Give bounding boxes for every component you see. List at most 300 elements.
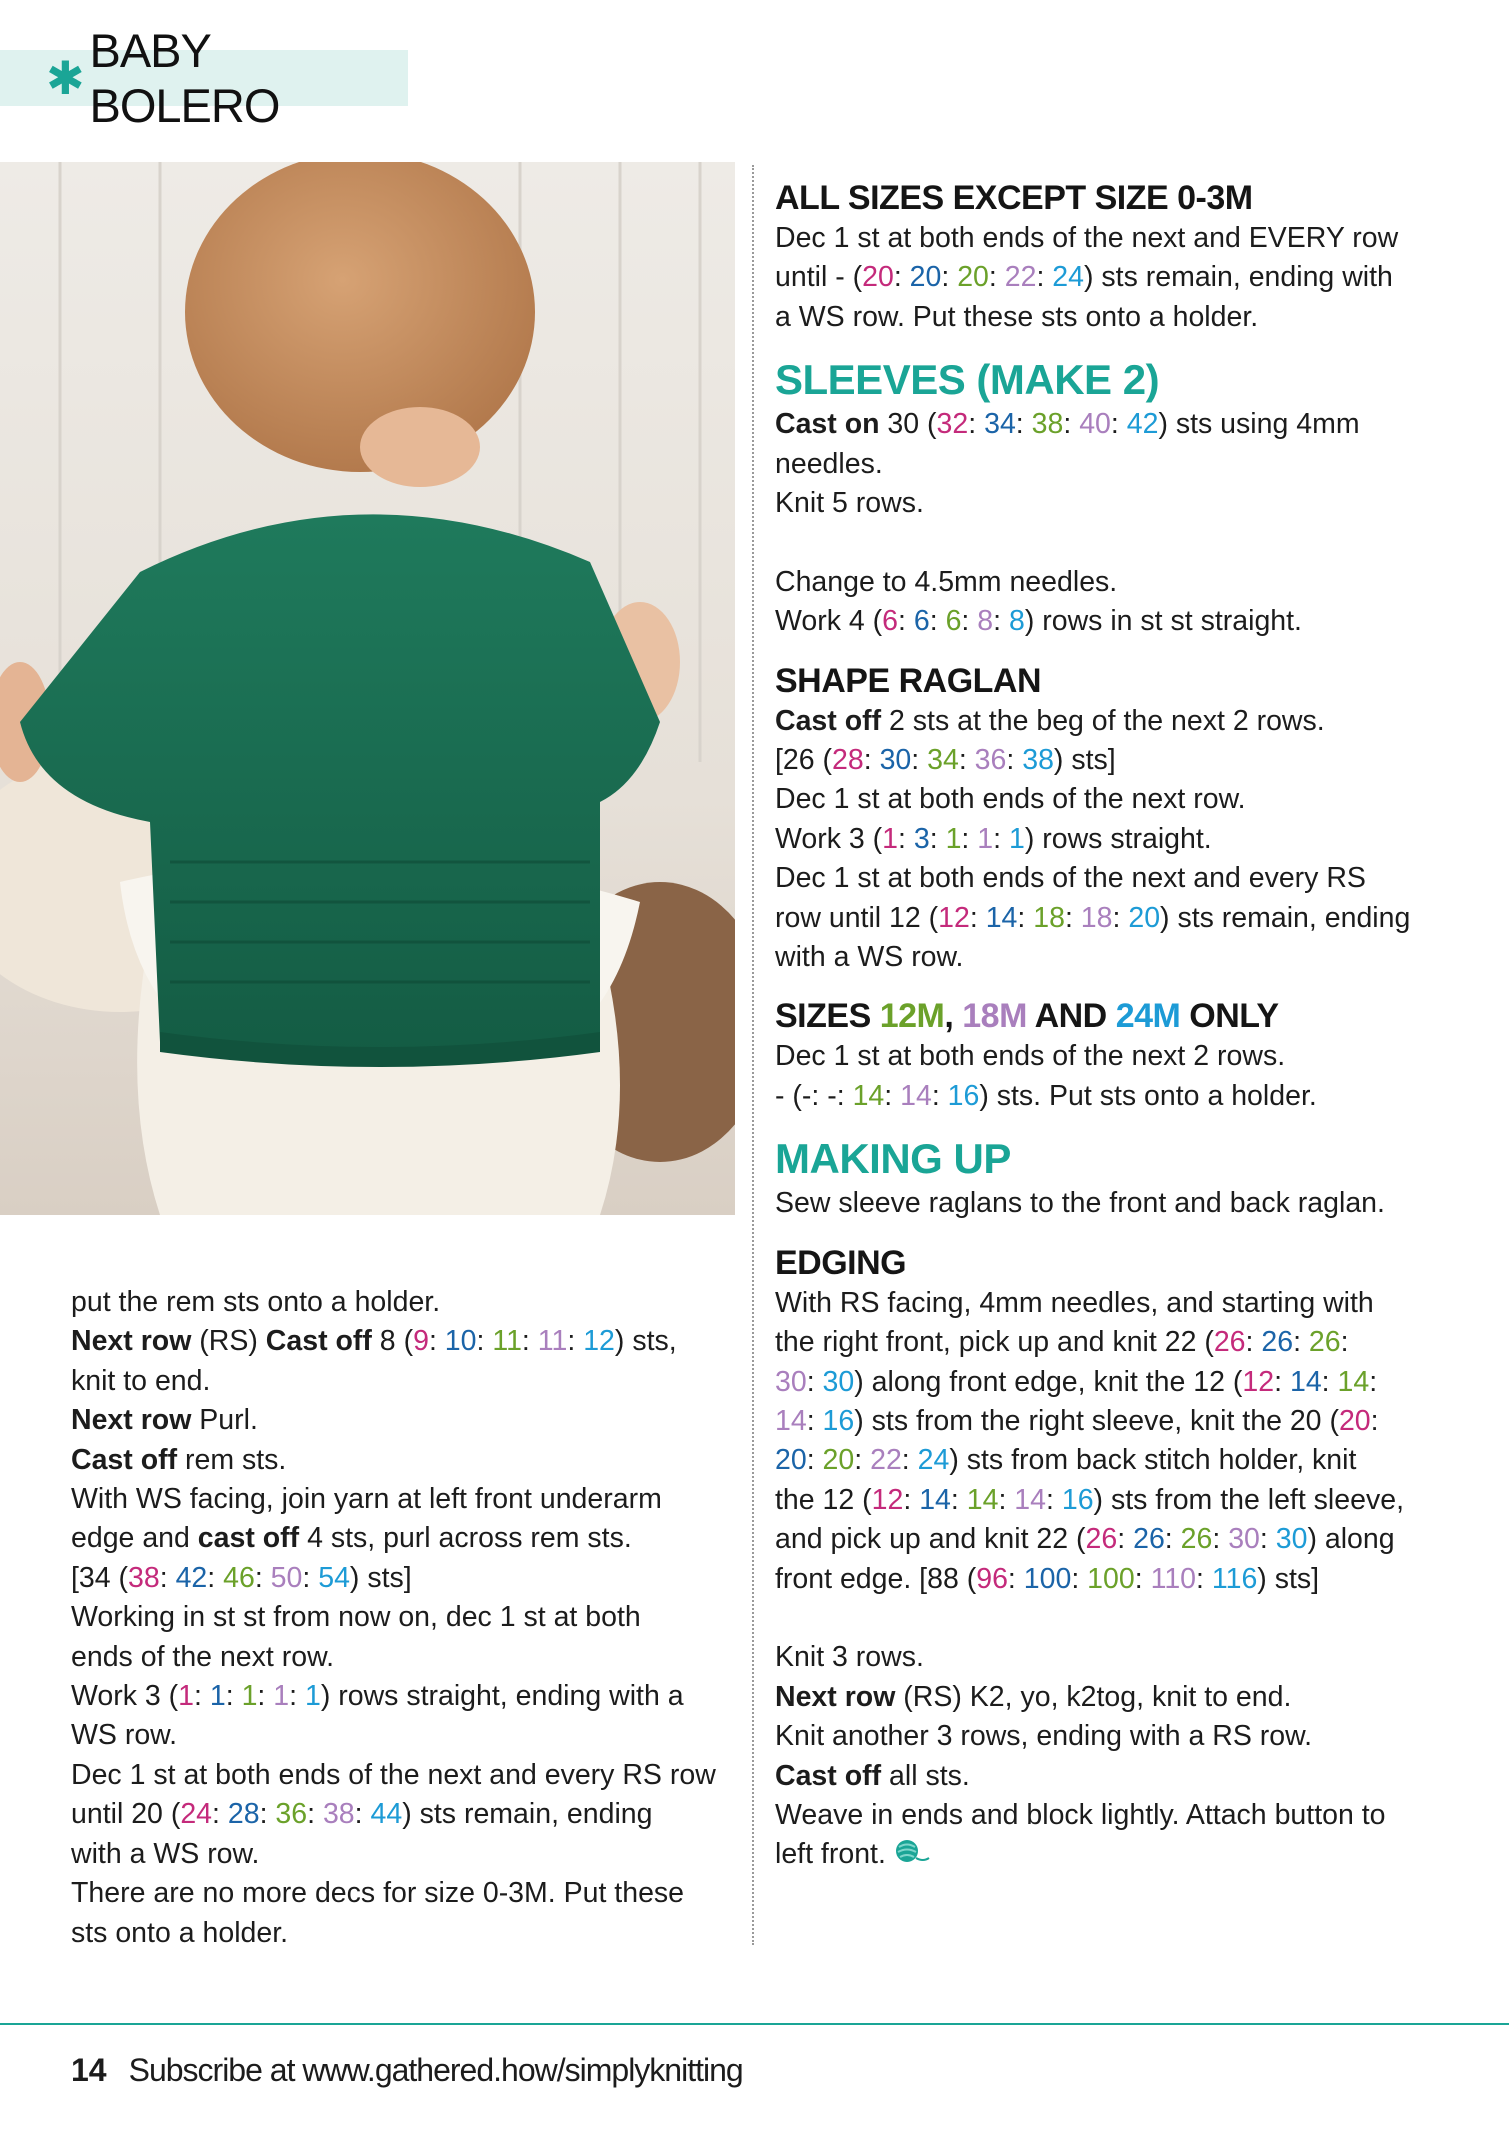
page-title: BABY BOLERO — [89, 24, 280, 132]
size-value: 18 — [1033, 901, 1065, 934]
size-value: 44 — [370, 1798, 403, 1831]
text-segment: knit to end. — [71, 1364, 211, 1397]
text-segment: : — [998, 1483, 1015, 1516]
text-segment: Dec 1 st at both ends of the next and every RS — [775, 862, 1366, 895]
subscribe-link[interactable]: Subscribe at www.gathered.how/simplyknitting — [128, 2052, 743, 2088]
text-segment: : — [259, 1798, 276, 1831]
text-segment: - (-: -: — [775, 1079, 853, 1112]
section-spacer — [775, 642, 1475, 660]
pattern-line — [71, 1441, 751, 1480]
size-value: 14 — [1289, 1365, 1322, 1398]
column-divider — [752, 165, 754, 1945]
pattern-line — [775, 445, 1475, 484]
text-segment: edge and — [71, 1522, 198, 1555]
pattern-line — [775, 405, 1475, 444]
size-value: 24M — [1115, 997, 1181, 1036]
pattern-line — [775, 1560, 1475, 1599]
bold-term: cast off — [197, 1522, 300, 1555]
text-segment: , — [944, 997, 963, 1036]
text-segment: with a WS row. — [71, 1837, 260, 1870]
bold-term: Cast on — [775, 408, 880, 441]
pattern-line — [775, 258, 1475, 297]
size-value: 38 — [1031, 408, 1064, 441]
size-value: 20 — [862, 261, 894, 294]
text-segment: : — [929, 605, 946, 638]
text-segment: : — [289, 1680, 305, 1713]
text-segment: : — [567, 1325, 584, 1358]
text-segment: ) sts from the left sleeve, — [1093, 1483, 1404, 1516]
left-column — [71, 1283, 751, 1953]
text-segment: ) sts from back stitch holder, knit — [949, 1444, 1357, 1477]
pattern-line — [775, 899, 1475, 938]
text-segment: Change to 4.5mm needles. — [775, 565, 1118, 598]
text-segment: : — [854, 1444, 871, 1477]
pattern-line — [71, 1795, 751, 1834]
asterisk-icon: ✱ — [46, 51, 85, 105]
text-segment: the 12 ( — [775, 1483, 872, 1516]
size-value: 20 — [822, 1444, 855, 1477]
section-heading: MAKING UP — [775, 1135, 1011, 1183]
text-segment: 8 ( — [371, 1325, 414, 1358]
text-segment: : — [961, 605, 978, 638]
text-segment: : — [961, 822, 978, 855]
bold-term: Next row — [71, 1325, 192, 1358]
pattern-line — [71, 1283, 751, 1322]
text-segment: left front. — [775, 1838, 894, 1871]
bold-term: Next row — [71, 1404, 192, 1437]
pattern-line — [775, 563, 1475, 602]
text-segment: : — [893, 261, 910, 294]
text-segment: : — [1340, 1326, 1349, 1359]
size-value: 20 — [775, 1444, 807, 1477]
text-segment: : — [1064, 901, 1081, 934]
size-value: 26 — [1085, 1523, 1118, 1556]
section-spacer — [775, 1116, 1475, 1134]
text-segment: : — [911, 744, 928, 777]
size-value: 26 — [1261, 1326, 1294, 1359]
text-segment: : — [806, 1444, 823, 1477]
size-value: 1 — [178, 1680, 195, 1713]
baby-photo — [0, 162, 735, 1215]
text-segment: : — [194, 1680, 210, 1713]
text-segment: (RS) — [191, 1325, 266, 1358]
pattern-line — [775, 1481, 1475, 1520]
size-value: 12 — [938, 901, 970, 934]
pattern-line — [71, 1835, 751, 1874]
text-segment: : — [950, 1483, 967, 1516]
footer-rule — [0, 2023, 1509, 2025]
text-segment: front edge. [88 ( — [775, 1562, 977, 1595]
pattern-line — [71, 1519, 751, 1558]
size-value: 12 — [583, 1325, 615, 1358]
size-value: 1 — [209, 1680, 226, 1713]
text-segment: 30 ( — [879, 408, 937, 441]
text-segment: With RS facing, 4mm needles, and starting with — [775, 1286, 1374, 1319]
size-value: 1 — [1008, 822, 1025, 855]
text-segment: : — [1196, 1562, 1212, 1595]
pattern-line — [775, 1796, 1475, 1835]
text-segment: ONLY — [1180, 997, 1279, 1036]
pattern-line — [775, 1184, 1475, 1223]
text-segment: SHAPE RAGLAN — [775, 661, 1042, 700]
text-segment: Dec 1 st at both ends of the next row. — [775, 783, 1246, 816]
text-segment: : — [884, 1079, 901, 1112]
text-segment: ) sts remain, ending — [402, 1798, 653, 1831]
subsection-heading — [775, 660, 1475, 702]
size-value: 20 — [1128, 901, 1161, 934]
text-segment: : — [476, 1325, 493, 1358]
text-segment: : — [806, 1365, 823, 1398]
text-segment: ) sts remain, ending with — [1084, 261, 1393, 294]
baby-photo-illustration — [0, 162, 735, 1215]
size-value: 30 — [822, 1365, 855, 1398]
text-segment: : — [1293, 1326, 1309, 1359]
text-segment: rem sts. — [177, 1443, 287, 1476]
text-segment: needles. — [775, 447, 883, 480]
bold-term: Cast off — [775, 1759, 882, 1792]
text-segment: : — [1274, 1365, 1290, 1398]
text-segment: : — [993, 822, 1009, 855]
size-value: 30 — [879, 744, 912, 777]
size-value: 14 — [919, 1483, 951, 1516]
size-value: 50 — [270, 1561, 303, 1594]
pattern-line — [775, 1520, 1475, 1559]
text-segment: : — [254, 1561, 271, 1594]
text-segment: : — [207, 1561, 224, 1594]
text-segment: : — [1370, 1404, 1379, 1437]
text-segment: : — [903, 1483, 920, 1516]
pattern-line — [71, 1401, 751, 1440]
pattern-line — [775, 1717, 1475, 1756]
size-value: 38 — [128, 1561, 160, 1594]
text-segment: EDGING — [775, 1243, 907, 1282]
size-value: 42 — [1126, 408, 1159, 441]
text-segment: Dec 1 st at both ends of the next and every RS row — [71, 1758, 716, 1791]
size-value: 12M — [879, 997, 945, 1036]
size-value: 6 — [945, 605, 962, 638]
size-value: 38 — [1022, 744, 1054, 777]
size-value: 30 — [775, 1365, 807, 1398]
size-value: 1 — [882, 822, 899, 855]
pattern-line — [775, 1284, 1475, 1323]
text-segment: : — [1212, 1523, 1229, 1556]
text-segment: the right front, pick up and knit 22 ( — [775, 1326, 1214, 1359]
text-segment: : — [1071, 1562, 1088, 1595]
text-segment: Knit 5 rows. — [775, 487, 924, 520]
text-segment: Dec 1 st at both ends of the next 2 rows. — [775, 1040, 1286, 1073]
size-value: 20 — [1338, 1404, 1371, 1437]
size-value: 20 — [957, 261, 989, 294]
text-segment: : — [898, 822, 914, 855]
text-segment: 4 sts, purl across rem sts. — [299, 1522, 632, 1555]
pattern-line — [71, 1638, 751, 1677]
bold-term: Next row — [775, 1680, 896, 1713]
section-spacer — [775, 1224, 1475, 1242]
size-value: 11 — [492, 1325, 522, 1358]
pattern-line — [775, 1037, 1475, 1076]
size-value: 12 — [1242, 1365, 1275, 1398]
text-segment: Purl. — [191, 1404, 258, 1437]
text-segment: : — [1110, 408, 1127, 441]
text-segment: : — [806, 1404, 823, 1437]
pattern-line — [71, 1480, 751, 1519]
size-value: 100 — [1087, 1562, 1135, 1595]
text-segment: : — [898, 605, 914, 638]
pattern-line — [71, 1677, 751, 1716]
subsection-heading — [775, 1242, 1475, 1284]
footer — [71, 2052, 743, 2089]
size-value: 8 — [977, 605, 994, 638]
text-segment: : — [1017, 901, 1034, 934]
size-value: 26 — [1308, 1326, 1341, 1359]
text-segment: : — [354, 1798, 371, 1831]
blank-line — [775, 523, 1475, 562]
text-segment: : — [1112, 901, 1129, 934]
size-value: 1 — [945, 822, 962, 855]
text-segment: ) sts using 4mm — [1158, 408, 1360, 441]
size-value: 6 — [882, 605, 899, 638]
text-segment: : — [988, 261, 1005, 294]
text-segment: 2 sts at the beg of the next 2 rows. — [881, 704, 1325, 737]
size-value: 11 — [537, 1325, 568, 1358]
page-number: 14 — [71, 2052, 107, 2088]
text-segment: put the rem sts onto a holder. — [71, 1286, 441, 1318]
pattern-line — [775, 1638, 1475, 1677]
size-value: 22 — [870, 1444, 902, 1477]
text-segment: until - ( — [775, 261, 863, 294]
size-value: 28 — [832, 744, 864, 777]
size-value: 14 — [852, 1079, 885, 1112]
text-segment: Work 4 ( — [775, 605, 883, 638]
size-value: 34 — [984, 408, 1016, 441]
section-spacer — [775, 977, 1475, 995]
size-value: 24 — [1052, 261, 1084, 294]
pattern-line — [775, 1077, 1475, 1116]
subsection-heading — [775, 177, 1475, 219]
size-value: 20 — [909, 261, 942, 294]
size-value: 14 — [900, 1079, 932, 1112]
text-segment: ) sts] — [349, 1561, 412, 1594]
size-value: 28 — [227, 1798, 260, 1831]
text-segment: : — [1036, 261, 1053, 294]
bold-term: Cast off — [775, 704, 882, 737]
size-value: 42 — [175, 1561, 208, 1594]
text-segment: ) sts. Put sts onto a holder. — [979, 1079, 1317, 1112]
text-segment: : — [307, 1798, 323, 1831]
size-value: 1 — [977, 822, 994, 855]
size-value: 1 — [304, 1680, 321, 1713]
size-value: 30 — [1228, 1523, 1260, 1556]
text-segment: row until 12 ( — [775, 901, 939, 934]
text-segment: : — [863, 744, 880, 777]
text-segment: : — [931, 1079, 948, 1112]
pattern-line — [775, 298, 1475, 337]
size-value: 110 — [1150, 1562, 1197, 1595]
size-value: 26 — [1133, 1523, 1165, 1556]
text-segment: [34 ( — [71, 1561, 129, 1594]
text-segment: all sts. — [881, 1759, 970, 1792]
text-segment: : — [958, 744, 975, 777]
text-segment: : — [428, 1325, 445, 1358]
pattern-line — [775, 219, 1475, 258]
size-value: 1 — [241, 1680, 258, 1713]
text-segment: ends of the next row. — [71, 1640, 334, 1673]
text-segment: sts onto a holder. — [71, 1916, 289, 1949]
text-segment: ) rows straight. — [1024, 822, 1212, 855]
size-value: 24 — [180, 1798, 213, 1831]
text-segment: : — [1006, 744, 1023, 777]
text-segment: : — [159, 1561, 176, 1594]
pattern-line — [71, 1598, 751, 1637]
text-segment: : — [993, 605, 1009, 638]
size-value: 40 — [1079, 408, 1111, 441]
text-segment: Working in st st from now on, dec 1 st at both — [71, 1601, 641, 1634]
size-value: 32 — [936, 408, 969, 441]
size-value: 6 — [913, 605, 930, 638]
text-segment: : — [968, 408, 985, 441]
text-segment: : — [1015, 408, 1032, 441]
text-segment: : — [1063, 408, 1080, 441]
text-segment: a WS row. Put these sts onto a holder. — [775, 300, 1259, 333]
size-value: 22 — [1004, 261, 1037, 294]
text-segment: : — [1245, 1326, 1262, 1359]
size-value: 12 — [871, 1483, 904, 1516]
text-segment: [26 ( — [775, 744, 833, 777]
size-value: 16 — [822, 1404, 855, 1437]
size-value: 8 — [1008, 605, 1025, 638]
text-segment: ) sts remain, ending — [1160, 901, 1411, 934]
section-header — [0, 24, 408, 132]
section-heading: SLEEVES (MAKE 2) — [775, 356, 1160, 404]
size-value: 54 — [318, 1561, 350, 1594]
size-value: 18M — [962, 997, 1027, 1036]
size-value: 1 — [273, 1680, 290, 1713]
text-segment: Work 3 ( — [71, 1680, 179, 1713]
section-spacer — [775, 337, 1475, 355]
text-segment: ALL SIZES EXCEPT SIZE 0-3M — [775, 179, 1253, 217]
bold-term: Cast off — [265, 1325, 372, 1358]
size-value: 36 — [974, 744, 1007, 777]
pattern-line — [775, 602, 1475, 641]
pattern-line — [775, 1835, 1475, 1875]
pattern-line — [71, 1362, 751, 1401]
pattern-line — [775, 1402, 1475, 1441]
size-value: 14 — [1014, 1483, 1046, 1516]
text-segment: Knit 3 rows. — [775, 1641, 924, 1674]
text-segment: : — [521, 1325, 538, 1358]
size-value: 24 — [917, 1444, 950, 1477]
right-column — [775, 177, 1475, 1876]
size-value: 3 — [913, 822, 930, 855]
text-segment: : — [901, 1444, 918, 1477]
text-segment: : — [1117, 1523, 1134, 1556]
size-value: 14 — [985, 901, 1018, 934]
pattern-line — [775, 1678, 1475, 1717]
text-segment: and pick up and knit 22 ( — [775, 1523, 1086, 1556]
text-segment: WS row. — [71, 1719, 178, 1752]
pattern-line — [71, 1914, 751, 1953]
size-value: 14 — [775, 1404, 807, 1437]
size-value: 100 — [1023, 1562, 1072, 1595]
text-segment: : — [929, 822, 946, 855]
text-segment: : — [212, 1798, 228, 1831]
pattern-line — [775, 938, 1475, 977]
text-segment: : — [1164, 1523, 1181, 1556]
pattern-line — [775, 1363, 1475, 1402]
pattern-line — [71, 1559, 751, 1598]
text-segment: : — [969, 901, 986, 934]
text-segment: with a WS row. — [775, 941, 964, 974]
text-segment: (RS) K2, yo, k2tog, knit to end. — [895, 1680, 1292, 1713]
text-segment: ) rows straight, ending with a — [320, 1680, 684, 1713]
text-segment: SIZES — [775, 997, 880, 1036]
text-segment: Dec 1 st at both ends of the next and EVERY row — [775, 222, 1399, 254]
text-segment: ) rows in st st straight. — [1024, 605, 1302, 638]
size-value: 116 — [1211, 1562, 1258, 1595]
size-value: 18 — [1080, 901, 1113, 934]
text-segment: : — [1321, 1365, 1338, 1398]
pattern-line — [775, 484, 1475, 523]
pattern-line — [71, 1716, 751, 1755]
text-segment: ) sts] — [1257, 1562, 1320, 1595]
text-segment: : — [1007, 1562, 1024, 1595]
pattern-line — [775, 859, 1475, 898]
size-value: 14 — [1337, 1365, 1370, 1398]
text-segment: Weave in ends and block lightly. Attach button to — [775, 1798, 1386, 1831]
blank-line — [775, 1599, 1475, 1638]
size-value: 34 — [927, 744, 959, 777]
text-segment: : — [257, 1680, 274, 1713]
pattern-line — [775, 780, 1475, 819]
pattern-line — [775, 1441, 1475, 1480]
size-value: 36 — [275, 1798, 308, 1831]
size-value: 9 — [413, 1325, 429, 1358]
size-value: 30 — [1275, 1523, 1308, 1556]
text-segment: : — [1369, 1365, 1378, 1398]
size-value: 16 — [947, 1079, 980, 1112]
pattern-line — [71, 1322, 751, 1361]
text-segment: ) sts] — [1053, 744, 1116, 777]
size-value: 14 — [966, 1483, 999, 1516]
text-segment: Knit another 3 rows, ending with a RS row. — [775, 1720, 1313, 1753]
text-segment: There are no more decs for size 0-3M. Put these — [71, 1877, 685, 1910]
text-segment: : — [941, 261, 958, 294]
pattern-line — [775, 1323, 1475, 1362]
text-segment: ) along front edge, knit the 12 ( — [854, 1365, 1243, 1398]
subsection-heading — [775, 995, 1475, 1037]
text-segment: : — [1134, 1562, 1151, 1595]
text-segment: Work 3 ( — [775, 822, 883, 855]
pattern-line — [71, 1874, 751, 1913]
size-value: 10 — [444, 1325, 477, 1358]
pattern-line — [775, 741, 1475, 780]
size-value: 38 — [322, 1798, 355, 1831]
pattern-line — [71, 1756, 751, 1795]
text-segment: Sew sleeve raglans to the front and back raglan. — [775, 1187, 1385, 1220]
text-segment: : — [1046, 1483, 1062, 1516]
bold-term: Cast off — [71, 1443, 178, 1476]
size-value: 16 — [1061, 1483, 1094, 1516]
yarn-ball-icon — [894, 1839, 930, 1871]
text-segment: ) along — [1307, 1523, 1395, 1556]
text-segment: : — [302, 1561, 319, 1594]
size-value: 26 — [1213, 1326, 1246, 1359]
text-segment: ) sts, — [614, 1325, 677, 1358]
text-segment: ) sts from the right sleeve, knit the 20 ( — [854, 1404, 1339, 1437]
size-value: 26 — [1180, 1523, 1213, 1556]
size-value: 96 — [976, 1562, 1008, 1595]
pattern-line — [775, 1757, 1475, 1796]
